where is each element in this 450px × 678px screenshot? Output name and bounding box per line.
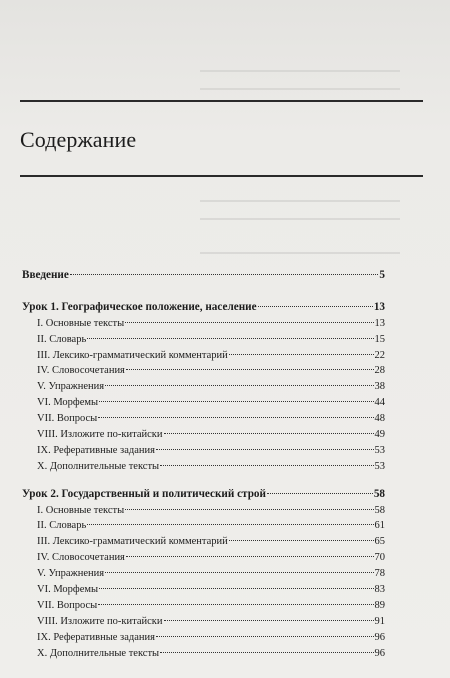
- heading-top-rule: [20, 100, 423, 102]
- toc-page-number: 83: [374, 584, 385, 596]
- dot-leader: [87, 338, 373, 339]
- dot-leader: [160, 652, 373, 653]
- toc-lesson-title: Урок 2. Государственный и политический строй: [22, 487, 266, 500]
- toc-page-number: 58: [374, 504, 385, 516]
- toc-subentry[interactable]: [22, 598, 385, 614]
- toc-subentry[interactable]: [22, 459, 385, 475]
- toc-lesson-2[interactable]: [22, 487, 385, 503]
- toc-subentry[interactable]: [22, 348, 385, 364]
- page-title: Содержание: [20, 127, 137, 152]
- toc-page-number: 78: [374, 568, 385, 580]
- toc-page-number: 22: [374, 349, 385, 361]
- toc-subentry-label: VIII. Изложите по-китайски: [37, 429, 163, 441]
- toc-page-number: 49: [374, 429, 385, 441]
- lesson-1-items: [22, 316, 385, 475]
- toc-subentry[interactable]: [22, 550, 385, 566]
- toc-subentry-label: I. Основные тексты: [37, 504, 125, 516]
- toc-subentry-label: II. Словарь: [37, 520, 87, 532]
- toc-subentry[interactable]: [22, 534, 385, 550]
- toc-page-number: 96: [374, 647, 385, 659]
- toc-subentry[interactable]: [22, 630, 385, 646]
- toc-subentry[interactable]: [22, 332, 385, 348]
- toc-subentry-label: IX. Реферативные задания: [37, 444, 155, 456]
- toc-entry-label: Введение: [22, 269, 69, 281]
- bleed-through-line: [200, 88, 400, 90]
- toc-subentry-label: IX. Реферативные задания: [37, 631, 155, 643]
- toc-page-number: 53: [374, 444, 385, 456]
- toc-subentry-label: V. Упражнения: [37, 568, 105, 580]
- toc-subentry-label: X. Дополнительные тексты: [37, 460, 160, 472]
- toc-subentry-label: X. Дополнительные тексты: [37, 647, 160, 659]
- dot-leader: [160, 465, 373, 466]
- toc-subentry-label: IV. Словосочетания: [37, 552, 125, 564]
- toc-subentry[interactable]: [22, 503, 385, 519]
- dot-leader: [87, 524, 373, 525]
- toc-subentry-label: VIII. Изложите по-китайски: [37, 615, 163, 627]
- toc-subentry[interactable]: [22, 614, 385, 630]
- toc-subentry-label: IV. Словосочетания: [37, 365, 125, 377]
- toc-subentry[interactable]: [22, 363, 385, 379]
- toc-page-number: 48: [374, 413, 385, 425]
- dot-leader: [99, 588, 373, 589]
- dot-leader: [98, 417, 373, 418]
- bleed-through-line: [200, 200, 400, 202]
- toc-page-number: 91: [374, 615, 385, 627]
- toc-page-number: 15: [374, 333, 385, 345]
- lesson-2-items: [22, 503, 385, 662]
- bleed-through-line: [200, 252, 400, 254]
- toc-page-number: 44: [374, 397, 385, 409]
- toc-subentry-label: III. Лексико-грамматический комментарий: [37, 536, 228, 548]
- heading-bottom-rule: [20, 175, 423, 177]
- toc-subentry-label: III. Лексико-грамматический комментарий: [37, 349, 228, 361]
- toc-page-number: 58: [373, 487, 385, 500]
- toc-lesson-1[interactable]: [22, 300, 385, 316]
- dot-leader: [99, 401, 373, 402]
- dot-leader: [126, 369, 374, 370]
- table-of-contents: [22, 268, 385, 661]
- toc-subentry[interactable]: [22, 427, 385, 443]
- toc-subentry[interactable]: [22, 411, 385, 427]
- dot-leader: [229, 540, 374, 541]
- dot-leader: [258, 306, 373, 307]
- dot-leader: [125, 509, 373, 510]
- toc-subentry[interactable]: [22, 379, 385, 395]
- dot-leader: [267, 493, 373, 494]
- toc-lesson-title: Урок 1. Географическое положение, население: [22, 300, 257, 313]
- toc-subentry-label: VII. Вопросы: [37, 413, 98, 425]
- dot-leader: [98, 604, 373, 605]
- toc-page-number: 65: [374, 536, 385, 548]
- toc-subentry[interactable]: [22, 518, 385, 534]
- toc-subentry-label: V. Упражнения: [37, 381, 105, 393]
- toc-page-number: 38: [374, 381, 385, 393]
- dot-leader: [156, 449, 374, 450]
- toc-subentry-label: VI. Морфемы: [37, 397, 99, 409]
- toc-page-number: 96: [374, 631, 385, 643]
- toc-subentry[interactable]: [22, 395, 385, 411]
- toc-entry-intro[interactable]: [22, 268, 385, 284]
- toc-subentry[interactable]: [22, 443, 385, 459]
- dot-leader: [229, 354, 374, 355]
- toc-subentry-label: I. Основные тексты: [37, 317, 125, 329]
- toc-subentry[interactable]: [22, 646, 385, 662]
- toc-page-number: 13: [374, 317, 385, 329]
- dot-leader: [125, 322, 373, 323]
- dot-leader: [164, 433, 374, 434]
- toc-subentry[interactable]: [22, 566, 385, 582]
- toc-page-number: 53: [374, 460, 385, 472]
- dot-leader: [164, 620, 374, 621]
- toc-page-number: 28: [374, 365, 385, 377]
- toc-page-number: 13: [373, 300, 385, 313]
- toc-page-number: 61: [374, 520, 385, 532]
- dot-leader: [105, 572, 373, 573]
- toc-page-number: 70: [374, 552, 385, 564]
- dot-leader: [156, 636, 374, 637]
- bleed-through-line: [200, 70, 400, 72]
- bleed-through-line: [200, 218, 400, 220]
- toc-subentry-label: VII. Вопросы: [37, 599, 98, 611]
- toc-page-number: 89: [374, 599, 385, 611]
- toc-subentry[interactable]: [22, 316, 385, 332]
- dot-leader: [105, 385, 373, 386]
- toc-page-number: 5: [379, 269, 385, 281]
- toc-subentry-label: VI. Морфемы: [37, 584, 99, 596]
- toc-subentry-label: II. Словарь: [37, 333, 87, 345]
- dot-leader: [70, 274, 379, 275]
- toc-subentry[interactable]: [22, 582, 385, 598]
- dot-leader: [126, 556, 374, 557]
